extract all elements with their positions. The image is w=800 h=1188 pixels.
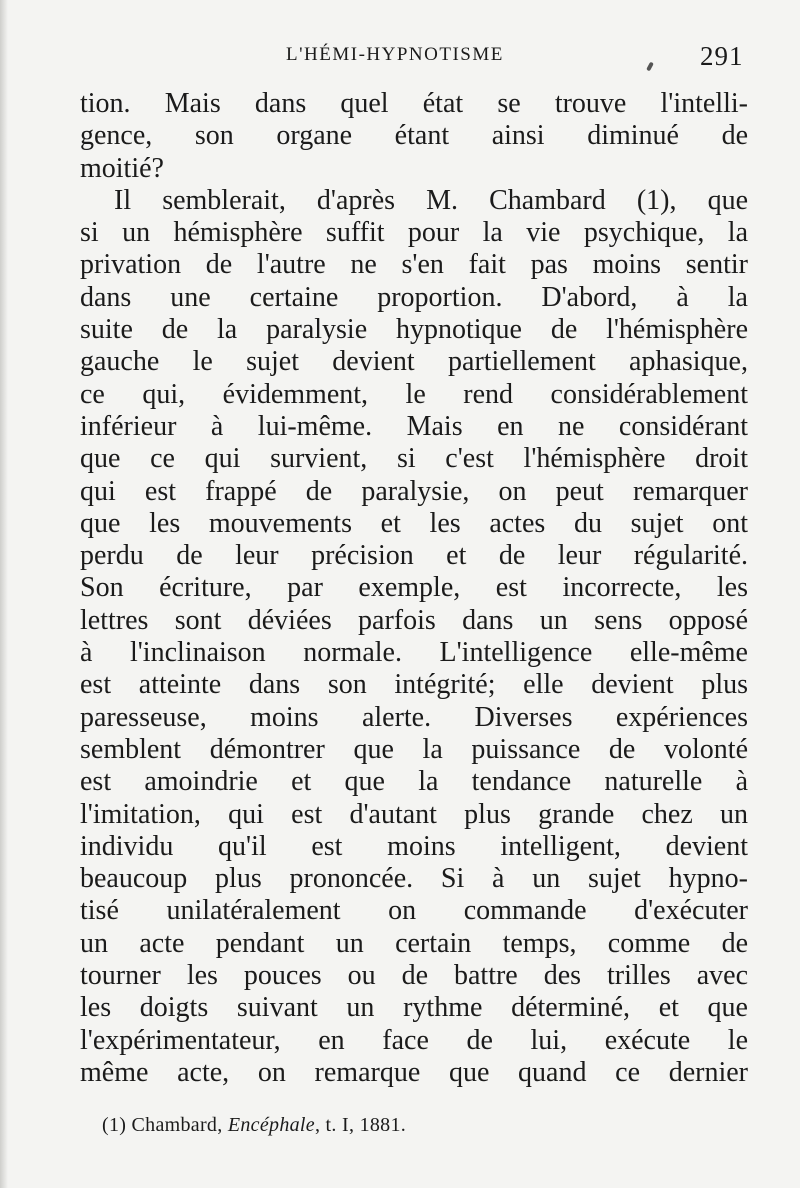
- text-line: paresseuse, moins alerte. Diverses expériences: [80, 701, 748, 733]
- text-line: qui est frappé de paralysie, on peut remarquer: [80, 475, 748, 507]
- footnote-title: Encéphale: [227, 1114, 315, 1136]
- text-line: à l'inclinaison normale. L'intelligence elle-même: [80, 637, 748, 669]
- text-line: les doigts suivant un rythme déterminé, et que: [80, 992, 748, 1024]
- text-line: gence, son organe étant ainsi diminué de: [80, 120, 748, 152]
- text-line: beaucoup plus prononcée. Si à un sujet hypno-: [80, 863, 748, 895]
- running-head: L'HÉMI-HYPNOTISME: [286, 44, 504, 65]
- text-line: inférieur à lui-même. Mais en ne considérant: [80, 410, 748, 442]
- text-line: privation de l'autre ne s'en fait pas moins sentir: [80, 249, 748, 281]
- text-line: ce qui, évidemment, le rend considérablement: [80, 378, 748, 410]
- text-line: tourner les pouces ou de battre des trilles avec: [80, 960, 748, 992]
- text-line: même acte, on remarque que quand ce dernier: [80, 1056, 748, 1088]
- body-text: [80, 88, 748, 1089]
- text-line: suite de la paralysie hypnotique de l'hémisphère: [80, 314, 748, 346]
- text-line: gauche le sujet devient partiellement aphasique,: [80, 346, 748, 378]
- text-line: l'imitation, qui est d'autant plus grande chez un: [80, 798, 748, 830]
- text-line: Son écriture, par exemple, est incorrecte, les: [80, 572, 748, 604]
- text-line: moitié?: [80, 152, 164, 184]
- footnote: [102, 1114, 406, 1137]
- footnote-prefix: (1) Chambard,: [102, 1114, 228, 1136]
- ink-mark: [646, 62, 654, 72]
- text-line: si un hémisphère suffit pour la vie psychique, la: [80, 217, 748, 249]
- page-gutter-shadow: [0, 0, 8, 1188]
- page-number: 291: [700, 41, 744, 71]
- text-line: tion. Mais dans quel état se trouve l'intelli-: [80, 88, 748, 119]
- text-line: tisé unilatéralement on commande d'exécuter: [80, 895, 748, 927]
- text-line: que les mouvements et les actes du sujet ont: [80, 507, 748, 539]
- text-line: dans une certaine proportion. D'abord, à la: [80, 281, 748, 313]
- text-line: lettres sont déviées parfois dans un sens opposé: [80, 604, 748, 636]
- text-line: est amoindrie et que la tendance naturelle à: [80, 766, 748, 798]
- text-line: que ce qui survient, si c'est l'hémisphère droit: [80, 443, 748, 475]
- page-header: [0, 41, 800, 74]
- text-line: est atteinte dans son intégrité; elle devient plus: [80, 669, 748, 701]
- text-line: un acte pendant un certain temps, comme de: [80, 927, 748, 959]
- text-line: l'expérimentateur, en face de lui, exécute le: [80, 1024, 748, 1056]
- text-line: individu qu'il est moins intelligent, devient: [80, 830, 748, 862]
- text-line: perdu de leur précision et de leur régularité.: [80, 540, 748, 572]
- text-line: semblent démontrer que la puissance de volonté: [80, 733, 748, 765]
- footnote-suffix: , t. I, 1881.: [314, 1114, 407, 1136]
- text-line: Il semblerait, d'après M. Chambard (1), que: [114, 184, 748, 216]
